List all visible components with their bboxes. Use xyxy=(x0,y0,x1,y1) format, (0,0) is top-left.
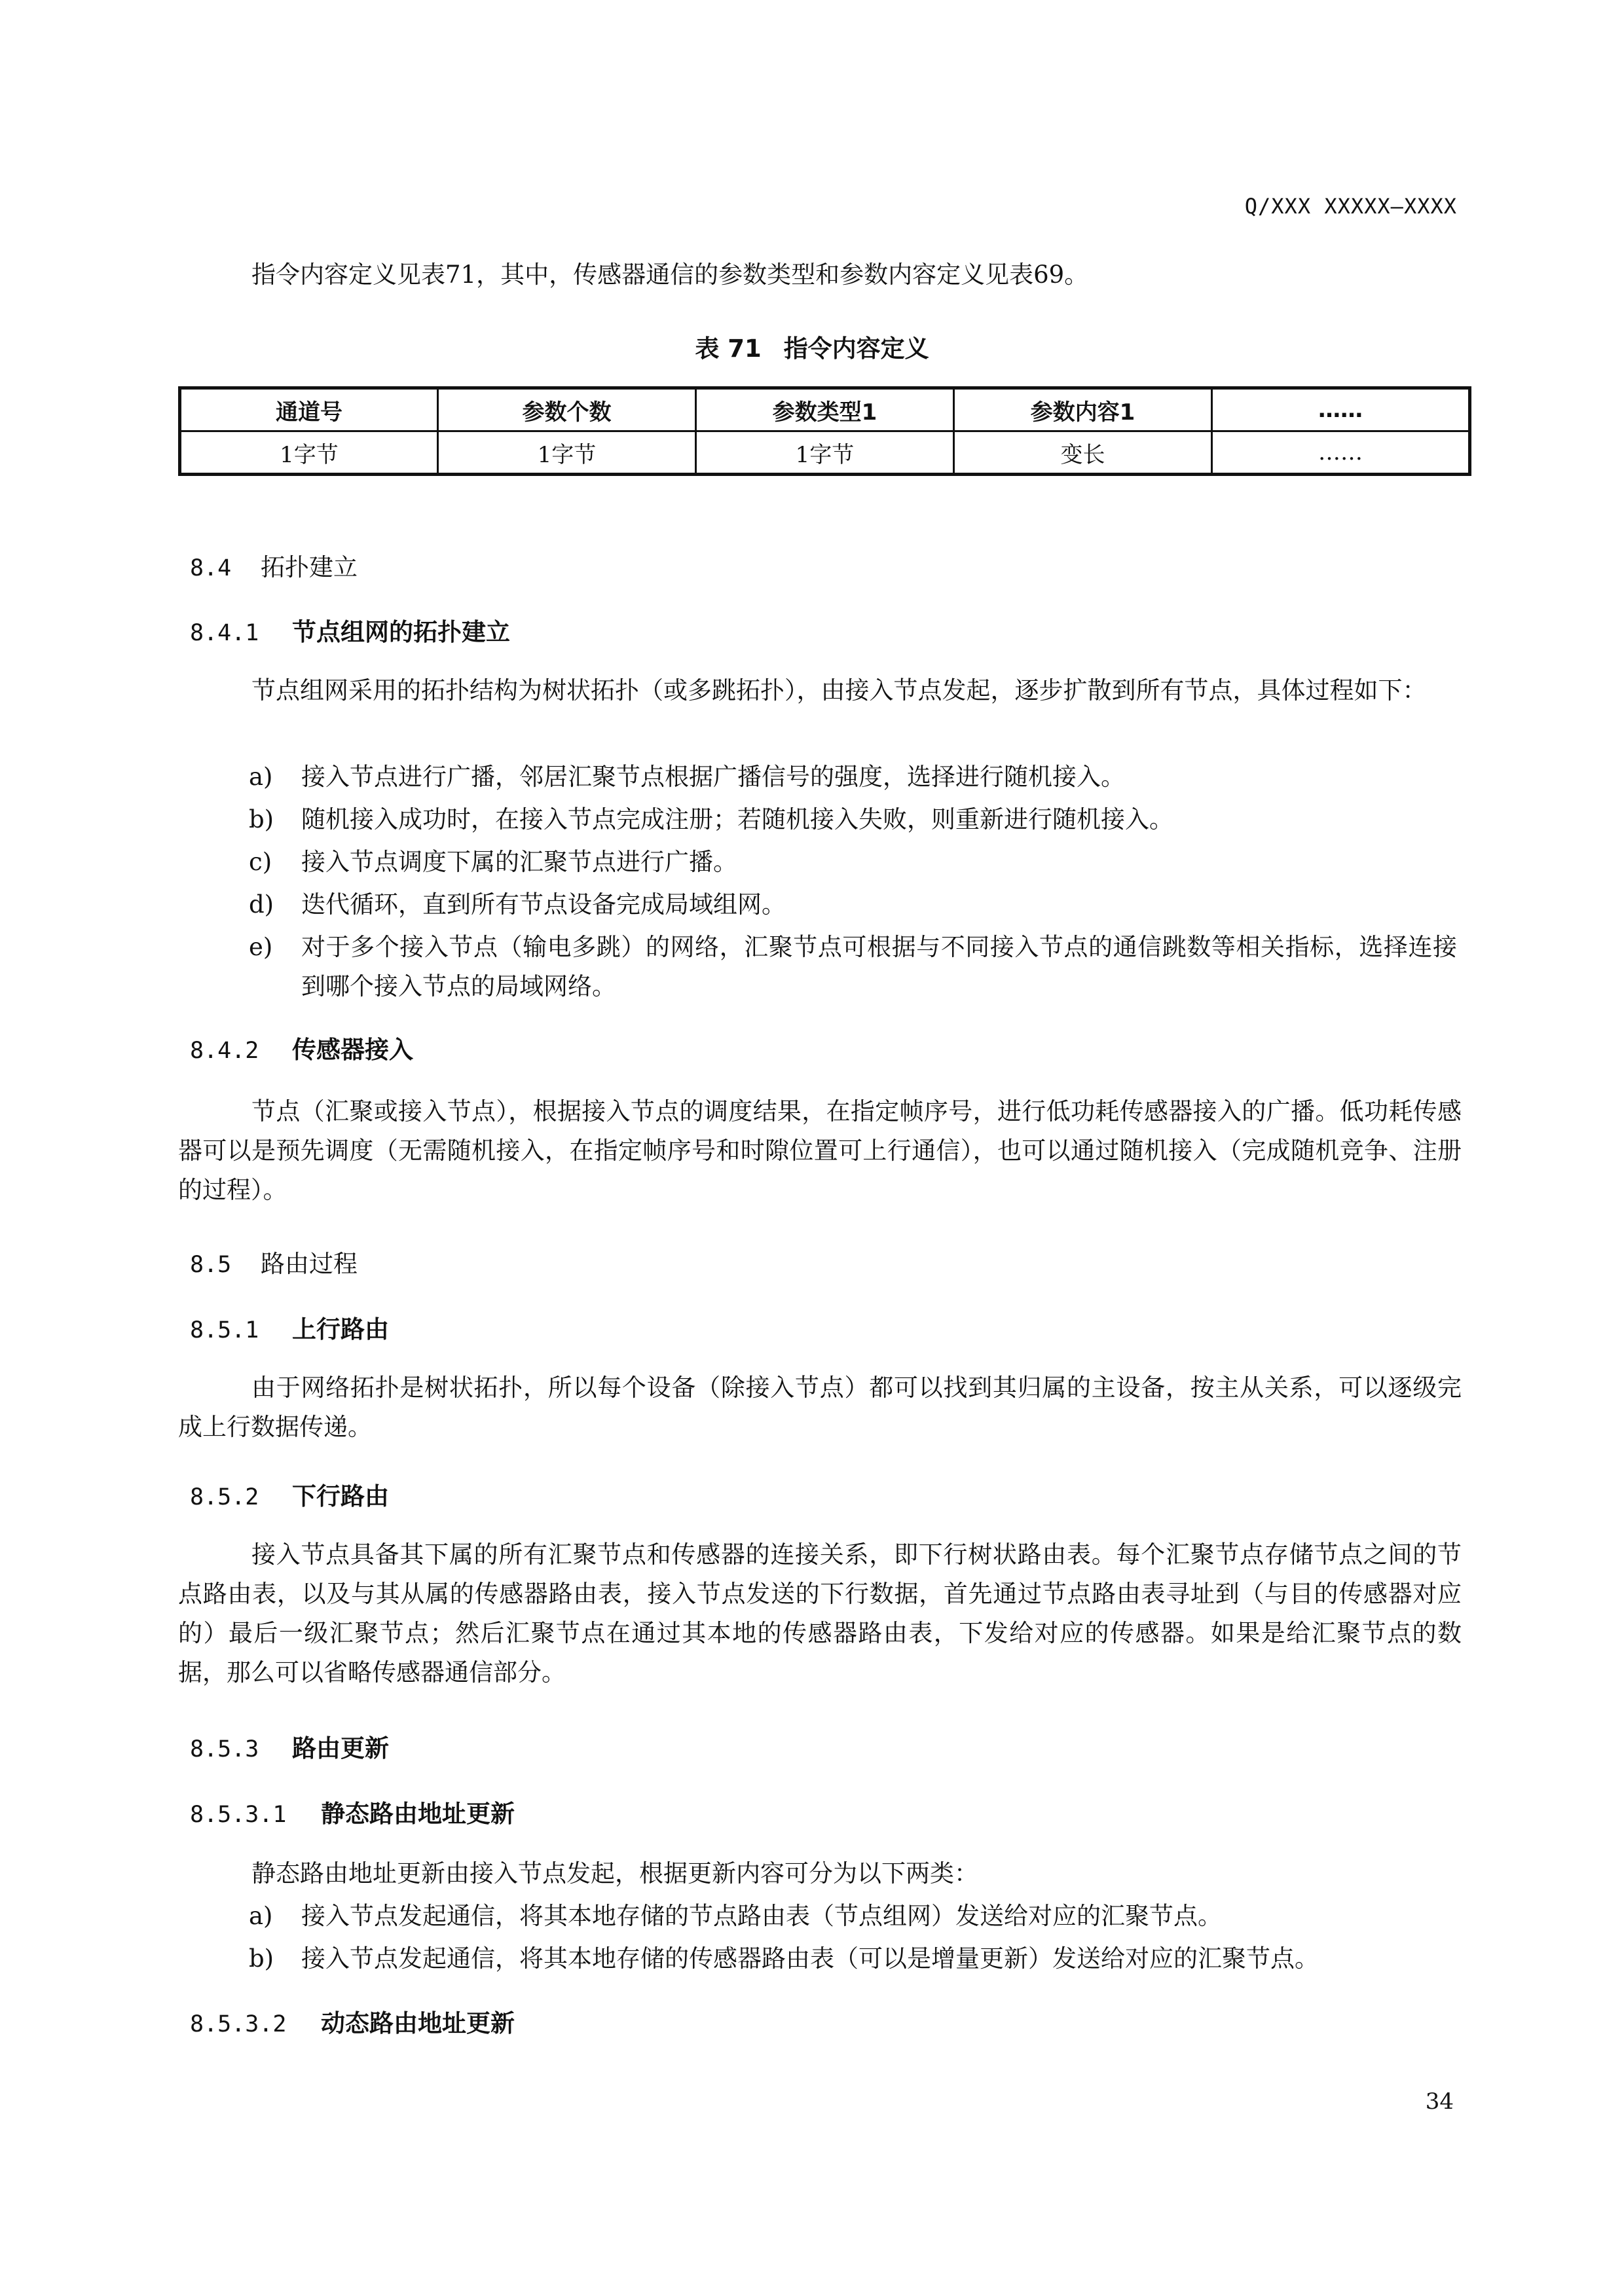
section-heading-8-4-1 xyxy=(190,612,510,647)
table-header-cell: 参数个数 xyxy=(438,388,696,431)
table-cell: 变长 xyxy=(954,431,1212,475)
section-title: 节点组网的拓扑建立 xyxy=(292,618,510,646)
section-heading-8-5-1 xyxy=(190,1309,389,1345)
table-header-cell: 参数类型1 xyxy=(696,388,954,431)
section-paragraph: 静态路由地址更新由接入节点发起，根据更新内容可分为以下两类： xyxy=(251,1859,978,1887)
table-header-cell: 通道号 xyxy=(180,388,438,431)
document-code: Q/XXX XXXXX—XXXX xyxy=(1244,194,1457,219)
section-heading-8-5 xyxy=(190,1244,358,1279)
table-cell: 1字节 xyxy=(696,431,954,475)
section-title: 静态路由地址更新 xyxy=(321,1800,515,1828)
section-title: 传感器接入 xyxy=(292,1036,413,1064)
table-cell: 1字节 xyxy=(438,431,696,475)
table-row xyxy=(180,431,1470,475)
table-header-cell: 参数内容1 xyxy=(954,388,1212,431)
section-heading-8-5-3 xyxy=(190,1728,389,1764)
list-text: 接入节点发起通信，将其本地存储的节点路由表（节点组网）发送给对应的汇聚节点。 xyxy=(301,1902,1222,1930)
table-header-cell: …… xyxy=(1212,388,1470,431)
list-item xyxy=(249,1897,1457,1936)
list-item xyxy=(249,843,1457,882)
list-text: 接入节点调度下属的汇聚节点进行广播。 xyxy=(301,848,737,876)
intro-paragraph: 指令内容定义见表71，其中，传感器通信的参数类型和参数内容定义见表69。 xyxy=(251,261,1089,289)
section-number: 8.4.2 xyxy=(190,1038,259,1064)
list-marker: d) xyxy=(249,890,274,919)
section-paragraph: 接入节点具备其下属的所有汇聚节点和传感器的连接关系，即下行树状路由表。每个汇聚节点存储节点之间的节点路由表，以及与其从属的传感器路由表，接入节点发送的下行数据，首先通过节点路由表寻址到（与目的传感器对应的）最后一级汇聚节点；然后汇聚节点在通过其本地的传感器路由表，下发给对应的传感器。如果是给汇聚节点的数据，那么可以省略传感器通信部分。 xyxy=(178,1540,1462,1686)
list-marker: b) xyxy=(249,805,274,833)
section-title: 拓扑建立 xyxy=(261,553,358,581)
table-number: 表 71 xyxy=(695,335,762,363)
list-item xyxy=(249,928,1457,1006)
section-title: 动态路由地址更新 xyxy=(321,2009,515,2037)
list-text: 迭代循环，直到所有节点设备完成局域组网。 xyxy=(301,890,786,919)
section-heading-8-4-2 xyxy=(190,1030,413,1065)
section-number: 8.5.2 xyxy=(190,1484,259,1510)
section-number: 8.5.1 xyxy=(190,1317,259,1343)
section-number: 8.5 xyxy=(190,1252,232,1278)
section-number: 8.4 xyxy=(190,555,232,581)
section-heading-8-4 xyxy=(190,547,358,583)
list-marker: c) xyxy=(249,848,272,876)
list-text: 接入节点进行广播，邻居汇聚节点根据广播信号的强度，选择进行随机接入。 xyxy=(301,763,1125,791)
table-title: 指令内容定义 xyxy=(783,335,929,363)
list-item xyxy=(249,757,1457,797)
section-paragraph: 由于网络拓扑是树状拓扑，所以每个设备（除接入节点）都可以找到其归属的主设备，按主从关系，可以逐级完成上行数据传递。 xyxy=(178,1374,1462,1441)
list-marker: a) xyxy=(249,763,273,791)
section-number: 8.5.3.2 xyxy=(190,2011,287,2037)
section-heading-8-5-3-2 xyxy=(190,2003,515,2039)
table-cell: 1字节 xyxy=(180,431,438,475)
page-number: 34 xyxy=(1425,2088,1454,2115)
list-marker: b) xyxy=(249,1944,274,1973)
section-number: 8.5.3.1 xyxy=(190,1802,287,1828)
list-marker: e) xyxy=(249,933,273,961)
list-marker: a) xyxy=(249,1902,273,1930)
table-caption xyxy=(0,329,1624,364)
section-title: 上行路由 xyxy=(292,1315,389,1343)
section-paragraph: 节点（汇聚或接入节点），根据接入节点的调度结果，在指定帧序号，进行低功耗传感器接入的广播。低功耗传感器可以是预先调度（无需随机接入，在指定帧序号和时隙位置可上行通信），也可以通过随机接入（完成随机竞争、注册的过程）。 xyxy=(178,1097,1462,1204)
list-text: 对于多个接入节点（输电多跳）的网络，汇聚节点可根据与不同接入节点的通信跳数等相关指标，选择连接到哪个接入节点的局域网络。 xyxy=(301,933,1457,1000)
section-title: 路由过程 xyxy=(261,1250,358,1278)
section-paragraph: 节点组网采用的拓扑结构为树状拓扑（或多跳拓扑），由接入节点发起，逐步扩散到所有节点，具体过程如下： xyxy=(251,676,1427,704)
list-item xyxy=(249,800,1457,839)
section-title: 下行路由 xyxy=(292,1482,389,1510)
table-cell: …… xyxy=(1212,431,1470,475)
section-heading-8-5-2 xyxy=(190,1476,389,1512)
section-heading-8-5-3-1 xyxy=(190,1794,515,1829)
table-header-row xyxy=(180,388,1470,431)
list-item xyxy=(249,1939,1457,1978)
list-text: 随机接入成功时，在接入节点完成注册；若随机接入失败，则重新进行随机接入。 xyxy=(301,805,1173,833)
list-item xyxy=(249,885,1457,924)
instruction-content-table xyxy=(178,386,1471,476)
section-number: 8.4.1 xyxy=(190,620,259,646)
section-number: 8.5.3 xyxy=(190,1736,259,1762)
section-title: 路由更新 xyxy=(292,1734,389,1762)
list-text: 接入节点发起通信，将其本地存储的传感器路由表（可以是增量更新）发送给对应的汇聚节点。 xyxy=(301,1944,1319,1973)
